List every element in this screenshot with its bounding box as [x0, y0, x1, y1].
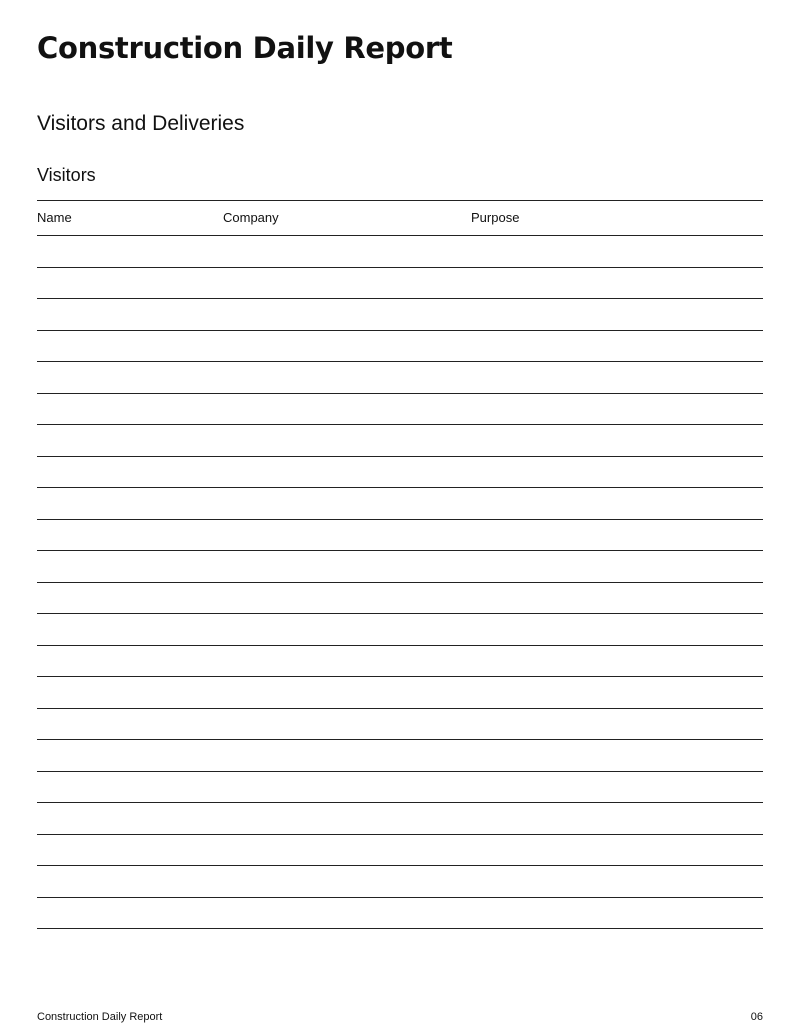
- table-body: [37, 236, 763, 929]
- table-row[interactable]: [37, 740, 763, 772]
- table-row[interactable]: [37, 488, 763, 520]
- table-header: [37, 200, 763, 236]
- table-row[interactable]: [37, 362, 763, 394]
- table-row[interactable]: [37, 614, 763, 646]
- footer-page-number: 06: [750, 1011, 763, 1023]
- visitors-subtitle: Visitors: [37, 165, 96, 185]
- column-header-name: Name: [37, 210, 72, 225]
- table-row[interactable]: [37, 299, 763, 331]
- table-row[interactable]: [37, 803, 763, 835]
- table-row[interactable]: [37, 709, 763, 741]
- table-row[interactable]: [37, 236, 763, 268]
- section-title: Visitors and Deliveries: [37, 112, 245, 135]
- column-header-company: Company: [223, 210, 279, 225]
- table-row[interactable]: [37, 646, 763, 678]
- table-row[interactable]: [37, 394, 763, 426]
- footer-document-name: Construction Daily Report: [37, 1011, 163, 1023]
- table-row[interactable]: [37, 677, 763, 709]
- table-row[interactable]: [37, 898, 763, 930]
- table-row[interactable]: [37, 583, 763, 615]
- visitors-table: [37, 200, 763, 929]
- page-title: Construction Daily Report: [37, 31, 453, 65]
- table-row[interactable]: [37, 551, 763, 583]
- table-row[interactable]: [37, 520, 763, 552]
- table-row[interactable]: [37, 772, 763, 804]
- column-header-purpose: Purpose: [471, 210, 520, 225]
- table-row[interactable]: [37, 835, 763, 867]
- table-row[interactable]: [37, 425, 763, 457]
- table-row[interactable]: [37, 457, 763, 489]
- table-row[interactable]: [37, 268, 763, 300]
- table-row[interactable]: [37, 866, 763, 898]
- table-row[interactable]: [37, 331, 763, 363]
